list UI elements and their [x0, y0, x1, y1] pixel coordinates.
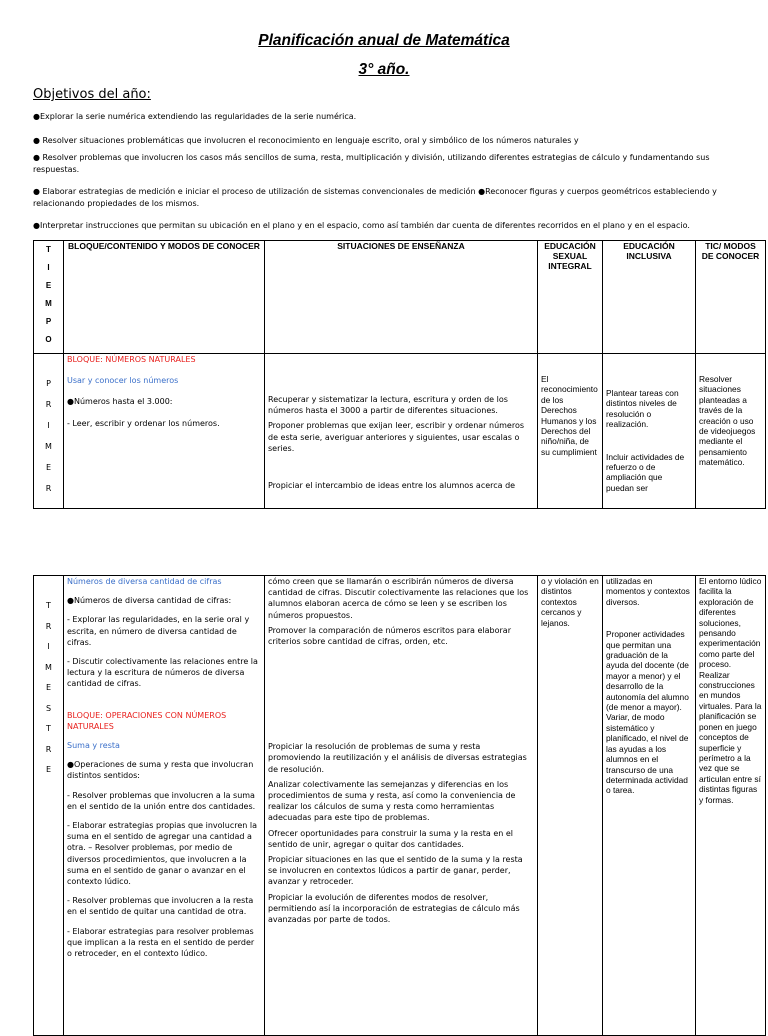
content-item: - Resolver problemas que involucren a la resta en el sentido de quitar una cantidad de otra.	[67, 896, 254, 917]
situacion-item: Analizar colectivamente las semejanzas y diferencias en los procedimientos de suma y resta, así como la conveniencia de realizar los cálculos de suma y resta como herramientas adecuadas para este tipo de problemas.	[268, 779, 516, 823]
objective-item: ● Resolver problemas que involucren los casos más sencillos de suma, resta, multiplicación y división, utilizando diferentes estrategias de cálculo y fundamentando sus respuestas.	[33, 153, 710, 174]
content-item: - Explorar las regularidades, en la serie oral y escrita, en número de diversa cantidad de cifras.	[67, 615, 250, 647]
bloque-title: BLOQUE: NÚMEROS NATURALES	[67, 355, 196, 364]
header-bloque: BLOQUE/CONTENIDO Y MODOS DE CONOCER	[64, 241, 265, 354]
content-item: - Discutir colectivamente las relaciones entre la lectura y la escritura de números de diversa cantidad de cifras.	[67, 657, 258, 689]
inclusiva-item: Proponer actividades que permitan una graduación de la ayuda del docente (de mayor a menor) y el desarrollo de la autonomía del alumno (de menor a mayor). Variar, de modo sistemático y planificado, el nivel de las ayudas a los alumnos en el transcurso de una determinada actividad o tarea.	[606, 629, 689, 796]
subtitle: Números de diversa cantidad de cifras	[67, 577, 222, 586]
situacion-item: Propiciar la evolución de diferentes modos de resolver, permitiendo así la incorporación de estrategias de cálculo más avanzadas por parte de todos.	[268, 892, 520, 925]
bloque-title: BLOQUE: OPERACIONES CON NÚMEROS NATURALES	[67, 710, 227, 731]
situacion-item: Ofrecer oportunidades para construir la suma y la resta en el sentido de unir, agregar o quitar dos cantidades.	[268, 828, 513, 849]
header-tic: TIC/ MODOS DE CONOCER	[696, 241, 766, 354]
tiempo-cell: T R I M E S T R E	[34, 576, 64, 1036]
content-item: - Elaborar estrategias para resolver problemas que implican a la resta en el sentido de perder o retroceder, en el contexto lúdico.	[67, 926, 255, 959]
esi-cell: o y violación en distintos contextos cercanos y lejanos.	[538, 576, 603, 1036]
planning-table-part-1	[33, 240, 766, 509]
content-item: ●Números hasta el 3.000:	[67, 397, 173, 407]
header-tiempo: T I E M P O	[34, 241, 64, 354]
situacion-item: Recuperar y sistematizar la lectura, escritura y orden de los números hasta el 3000 a partir de diferentes situaciones.	[268, 395, 508, 416]
table-row	[34, 576, 766, 1036]
esi-cell: El reconocimiento de los Derechos Humanos y los Derechos del niño/niña, de su cumplimient	[538, 354, 603, 509]
subtitle: Suma y resta	[67, 741, 120, 751]
situacion-item: cómo creen que se llamarán o escribirán números de diversa cantidad de cifras. Discutir colectivamente las relaciones que los alumnos elaboran acerca de cómo se leen y se escriben los números propuestos.	[268, 577, 529, 620]
content-item: - Elaborar estrategias propias que involucren la suma en el sentido de agregar una cantidad a otra. – Resolver problemas, por medio de diversos procedimientos, que involucren a la suma en el sentido de ganar o avanzar en el contexto lúdico.	[67, 821, 257, 887]
situacion-item: Propiciar la resolución de problemas de suma y resta promoviendo la reutilización y el análisis de diversas estrategias de resolución.	[268, 742, 527, 774]
content-item: - Leer, escribir y ordenar los números.	[67, 418, 220, 428]
situacion-item: Promover la comparación de números escritos para elaborar criterios sobre cantidad de cifras, orden, etc.	[268, 625, 511, 647]
inclusiva-item: Plantear tareas con distintos niveles de resolución o realización.	[606, 388, 679, 430]
tic-cell: El entorno lúdico facilita la exploración de diferentes soluciones, pensando experimentación como parte del proceso. Realizar construcciones en mundos virtuales. Para la planificación se ponen en juego conceptos de superficie y perímetro a la vez que se articulan entre sí distintas figuras y formas.	[696, 576, 766, 1036]
content-item: ●Números de diversa cantidad de cifras:	[67, 596, 232, 606]
subtitle: Usar y conocer los números	[67, 376, 179, 386]
situaciones-cell	[265, 576, 538, 1036]
inclusiva-cell	[603, 576, 696, 1036]
planning-table-part-2	[33, 575, 766, 1036]
inclusiva-item: Incluir actividades de refuerzo o de ampliación que puedan ser	[606, 451, 685, 493]
inclusiva-item: utilizadas en momentos y contextos diversos.	[606, 576, 690, 607]
content-item: ●Operaciones de suma y resta que involucran distintos sentidos:	[67, 760, 254, 781]
page-subtitle: 3° año.	[358, 61, 410, 78]
objective-item: ● Resolver situaciones problemáticas que involucren el reconocimiento en lenguaje escrito, oral y simbólico de los números naturales y	[33, 136, 579, 145]
objective-item: ●Interpretar instrucciones que permitan su ubicación en el plano y en el espacio, como así también dar cuenta de diferentes recorridos en el plano y en el espacio.	[33, 221, 690, 230]
tiempo-cell: P R I M E R	[34, 354, 64, 509]
objectives-heading: Objetivos del año:	[33, 87, 151, 102]
objective-item: ●Explorar la serie numérica extendiendo las regularidades de la serie numérica.	[33, 112, 357, 121]
table-header-row	[34, 241, 766, 354]
header-situaciones: SITUACIONES DE ENSEÑANZA	[265, 241, 538, 354]
inclusiva-cell	[603, 354, 696, 509]
objective-item: ● Elaborar estrategias de medición e iniciar el proceso de utilización de sistemas convencionales de medición ●Reconocer figuras y cuerpos geométricos estableciendo y relacionando propiedades de los mismos.	[33, 187, 717, 208]
header-inclusiva: EDUCACIÓN INCLUSIVA	[603, 241, 696, 354]
bloque-cell	[64, 576, 265, 1036]
situaciones-cell	[265, 354, 538, 509]
header-esi: EDUCACIÓN SEXUAL INTEGRAL	[538, 241, 603, 354]
table-row	[34, 354, 766, 509]
tic-cell: Resolver situaciones planteadas a través de la creación o uso de videojuegos mediante el pensamiento matemático.	[696, 354, 766, 509]
situacion-item: Proponer problemas que exijan leer, escribir y ordenar números de esta serie, averiguar anteriores y siguientes, usar escalas o series.	[268, 421, 525, 453]
situacion-item: Propiciar situaciones en las que el sentido de la suma y la resta se involucren en contextos lúdicos a partir de ganar, perder, avanzar y retroceder.	[268, 855, 523, 887]
bloque-cell	[64, 354, 265, 509]
situacion-item: Propiciar el intercambio de ideas entre los alumnos acerca de	[268, 481, 516, 491]
content-item: - Resolver problemas que involucren a la suma en el sentido de la unión entre dos cantidades.	[67, 790, 256, 811]
page-title: Planificación anual de Matemática	[258, 32, 510, 49]
